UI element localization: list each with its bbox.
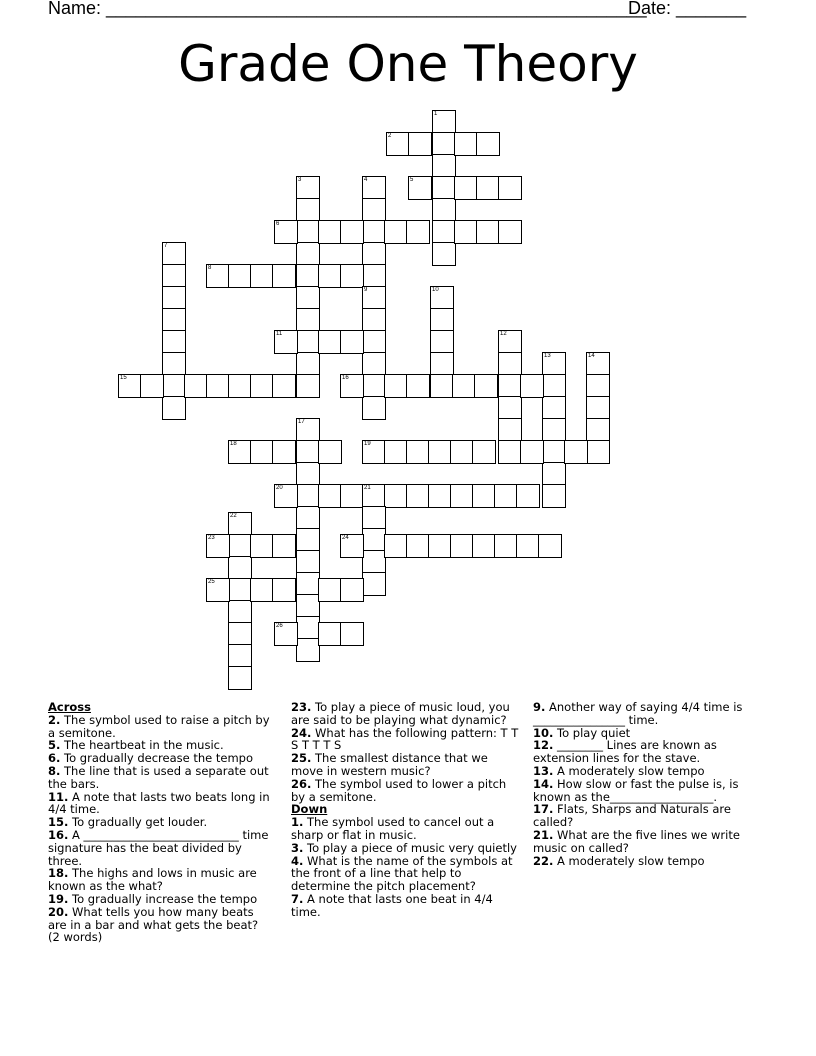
clues-column-2: [291, 701, 523, 919]
clue: 19. To gradually increase the tempo: [48, 891, 258, 906]
grid-cell[interactable]: [296, 616, 320, 640]
grid-cell[interactable]: [118, 374, 142, 398]
grid-cell[interactable]: [206, 534, 230, 558]
cell-number: 23: [208, 535, 215, 541]
grid-cell[interactable]: [498, 374, 522, 398]
grid-cell[interactable]: [318, 264, 342, 288]
grid-cell[interactable]: [318, 440, 342, 464]
grid-cell[interactable]: [296, 374, 320, 398]
clue: 7. A note that lasts one beat in 4/4 time.: [291, 891, 493, 919]
cell-number: 19: [364, 441, 371, 447]
grid-cell[interactable]: [228, 600, 252, 624]
grid-cell[interactable]: [272, 534, 296, 558]
grid-cell[interactable]: [340, 264, 364, 288]
grid-cell[interactable]: [318, 484, 342, 508]
clues-column-3: [533, 701, 748, 867]
cell-number: 14: [588, 353, 595, 359]
grid-cell[interactable]: [406, 220, 430, 244]
cell-number: 5: [410, 177, 414, 183]
grid-cell[interactable]: [250, 534, 274, 558]
grid-cell[interactable]: [296, 440, 320, 464]
grid-cell[interactable]: [362, 286, 386, 310]
grid-cell[interactable]: [542, 374, 566, 398]
grid-cell[interactable]: [430, 286, 454, 310]
clue: 13. A moderately slow tempo: [533, 763, 705, 778]
clue: 17. Flats, Sharps and Naturals are called?: [533, 802, 731, 830]
grid-cell[interactable]: [472, 440, 496, 464]
grid-cell[interactable]: [542, 440, 566, 464]
grid-cell[interactable]: [250, 264, 274, 288]
grid-cell[interactable]: [498, 440, 522, 464]
clue: 25. The smallest distance that we move in western music?: [291, 751, 488, 778]
grid-cell[interactable]: [586, 374, 610, 398]
grid-cell[interactable]: [272, 578, 296, 602]
grid-cell[interactable]: [340, 622, 364, 646]
grid-cell[interactable]: [296, 286, 320, 310]
grid-cell[interactable]: [162, 396, 186, 420]
clue: 8. The line that is used a separate out the bars.: [48, 763, 269, 791]
cell-number: 2: [388, 133, 392, 139]
grid-cell[interactable]: [454, 132, 478, 156]
clue: 16. A ___________________________ time signature has the beat divided by three.: [48, 827, 269, 868]
cell-number: 3: [298, 177, 302, 183]
grid-cell[interactable]: [542, 396, 566, 420]
clue: 14. How slow or fast the pulse is, is known as the__________________.: [533, 776, 739, 804]
grid-cell[interactable]: [476, 132, 500, 156]
grid-cell[interactable]: [228, 512, 252, 536]
grid-cell[interactable]: [296, 264, 320, 288]
grid-cell[interactable]: [498, 220, 522, 244]
grid-cell[interactable]: [296, 462, 320, 486]
cell-number: 25: [208, 579, 215, 585]
cell-number: 7: [164, 243, 168, 249]
grid-cell[interactable]: [428, 440, 452, 464]
grid-cell[interactable]: [206, 578, 230, 602]
grid-cell[interactable]: [406, 484, 430, 508]
grid-cell[interactable]: [318, 330, 342, 354]
grid-cell[interactable]: [362, 484, 386, 508]
grid-cell[interactable]: [432, 132, 456, 156]
clue: 23. To play a piece of music loud, you are said to be playing what dynamic?: [291, 700, 510, 727]
grid-cell[interactable]: [228, 374, 252, 398]
grid-cell[interactable]: [272, 374, 296, 398]
cell-number: 13: [544, 353, 551, 359]
cell-number: 24: [342, 535, 349, 541]
grid-cell[interactable]: [362, 528, 386, 552]
grid-cell[interactable]: [450, 534, 474, 558]
grid-cell[interactable]: [296, 572, 320, 596]
grid-cell[interactable]: [454, 176, 478, 200]
grid-cell[interactable]: [538, 534, 562, 558]
grid-cell[interactable]: [476, 176, 500, 200]
grid-cell[interactable]: [162, 242, 186, 266]
cell-number: 26: [276, 623, 283, 629]
grid-cell[interactable]: [228, 666, 252, 690]
clue: 1. The symbol used to cancel out a sharp or flat in music.: [291, 815, 495, 842]
grid-cell[interactable]: [432, 242, 456, 266]
grid-cell[interactable]: [430, 352, 454, 376]
grid-cell[interactable]: [362, 440, 386, 464]
grid-cell[interactable]: [296, 330, 320, 354]
cell-number: 1: [434, 111, 438, 117]
grid-cell[interactable]: [318, 622, 342, 646]
grid-cell[interactable]: [384, 484, 408, 508]
grid-cell[interactable]: [362, 264, 386, 288]
cell-number: 21: [364, 485, 371, 491]
cell-number: 22: [230, 513, 237, 519]
grid-cell[interactable]: [498, 176, 522, 200]
clue: 12. ________ Lines are known as extension lines for the stave.: [533, 738, 717, 766]
grid-cell[interactable]: [340, 220, 364, 244]
grid-cell[interactable]: [318, 578, 342, 602]
cell-number: 16: [342, 375, 349, 381]
grid-cell[interactable]: [542, 484, 566, 508]
grid-cell[interactable]: [498, 418, 522, 442]
grid-cell[interactable]: [272, 264, 296, 288]
grid-cell[interactable]: [432, 176, 456, 200]
grid-cell[interactable]: [516, 534, 540, 558]
grid-cell[interactable]: [386, 132, 410, 156]
grid-cell[interactable]: [362, 220, 386, 244]
grid-cell[interactable]: [296, 418, 320, 442]
grid-cell[interactable]: [472, 534, 496, 558]
grid-cell[interactable]: [494, 534, 518, 558]
grid-cell[interactable]: [162, 286, 186, 310]
grid-cell[interactable]: [542, 462, 566, 486]
grid-cell[interactable]: [432, 154, 456, 178]
grid-cell[interactable]: [428, 534, 452, 558]
grid-cell[interactable]: [250, 440, 274, 464]
clue: 26. The symbol used to lower a pitch by a semitone.: [291, 776, 507, 804]
clue: 11. A note that lasts two beats long in 4/4 time.: [48, 789, 270, 817]
clue: 2. The symbol used to raise a pitch by a semitone.: [48, 712, 270, 740]
grid-cell[interactable]: [498, 396, 522, 420]
grid-cell[interactable]: [296, 528, 320, 552]
grid-cell[interactable]: [450, 440, 474, 464]
clue: 10. To play quiet: [533, 725, 631, 740]
grid-cell[interactable]: [408, 176, 432, 200]
grid-cell[interactable]: [430, 308, 454, 332]
grid-cell[interactable]: [296, 638, 320, 662]
cell-number: 9: [364, 287, 368, 293]
grid-cell[interactable]: [454, 220, 478, 244]
across-heading: Across: [48, 700, 91, 714]
grid-cell[interactable]: [494, 484, 518, 508]
clue: 3. To play a piece of music very quietly: [291, 840, 517, 855]
grid-cell[interactable]: [274, 622, 298, 646]
grid-cell[interactable]: [272, 440, 296, 464]
cell-number: 18: [230, 441, 237, 447]
grid-cell[interactable]: [498, 330, 522, 354]
grid-cell[interactable]: [296, 484, 320, 508]
cell-number: 20: [276, 485, 283, 491]
grid-cell[interactable]: [274, 220, 298, 244]
grid-cell[interactable]: [586, 440, 610, 464]
grid-cell[interactable]: [432, 110, 456, 134]
grid-cell[interactable]: [520, 374, 544, 398]
grid-cell[interactable]: [340, 578, 364, 602]
grid-cell[interactable]: [296, 594, 320, 618]
grid-cell[interactable]: [362, 198, 386, 222]
grid-cell[interactable]: [428, 484, 452, 508]
cell-number: 8: [208, 265, 212, 271]
grid-cell[interactable]: [498, 352, 522, 376]
grid-cell[interactable]: [206, 374, 230, 398]
grid-cell[interactable]: [406, 440, 430, 464]
grid-cell[interactable]: [432, 198, 456, 222]
grid-cell[interactable]: [296, 506, 320, 530]
grid-cell[interactable]: [362, 572, 386, 596]
grid-cell[interactable]: [228, 440, 252, 464]
grid-cell[interactable]: [228, 556, 252, 580]
grid-cell[interactable]: [340, 330, 364, 354]
grid-cell[interactable]: [340, 534, 364, 558]
grid-cell[interactable]: [564, 440, 588, 464]
clue: 15. To gradually get louder.: [48, 815, 208, 830]
clue: 18. The highs and lows in music are known as the what?: [48, 866, 257, 894]
grid-cell[interactable]: [228, 622, 252, 646]
grid-cell[interactable]: [228, 534, 252, 558]
grid-cell[interactable]: [586, 352, 610, 376]
cell-number: 17: [298, 419, 305, 425]
grid-cell[interactable]: [452, 374, 476, 398]
grid-cell[interactable]: [274, 330, 298, 354]
clue: 4. What is the name of the symbols at the front of a line that help to determine the pitch placement?: [291, 853, 513, 894]
grid-cell[interactable]: [340, 374, 364, 398]
grid-cell[interactable]: [162, 308, 186, 332]
grid-cell[interactable]: [296, 352, 320, 376]
clues-column-1: [48, 701, 273, 944]
grid-cell[interactable]: [228, 264, 252, 288]
grid-cell[interactable]: [228, 578, 252, 602]
grid-cell[interactable]: [362, 330, 386, 354]
grid-cell[interactable]: [362, 352, 386, 376]
grid-cell[interactable]: [162, 264, 186, 288]
grid-cell[interactable]: [542, 418, 566, 442]
grid-cell[interactable]: [430, 374, 454, 398]
grid-cell[interactable]: [250, 374, 274, 398]
grid-cell[interactable]: [586, 418, 610, 442]
grid-cell[interactable]: [296, 308, 320, 332]
grid-cell[interactable]: [362, 242, 386, 266]
grid-cell[interactable]: [162, 330, 186, 354]
grid-cell[interactable]: [184, 374, 208, 398]
grid-cell[interactable]: [318, 220, 342, 244]
grid-cell[interactable]: [542, 352, 566, 376]
grid-cell[interactable]: [408, 132, 432, 156]
grid-cell[interactable]: [474, 374, 498, 398]
grid-cell[interactable]: [296, 550, 320, 574]
grid-cell[interactable]: [430, 330, 454, 354]
clue: 21. What are the five lines we write music on called?: [533, 827, 740, 855]
grid-cell[interactable]: [296, 198, 320, 222]
grid-cell[interactable]: [296, 176, 320, 200]
grid-cell[interactable]: [362, 550, 386, 574]
cell-number: 15: [120, 375, 127, 381]
grid-cell[interactable]: [516, 484, 540, 508]
grid-cell[interactable]: [362, 506, 386, 530]
grid-cell[interactable]: [140, 374, 164, 398]
grid-cell[interactable]: [476, 220, 500, 244]
page-title: Grade One Theory: [178, 35, 638, 93]
date-field[interactable]: Date: _______: [628, 0, 747, 18]
grid-cell[interactable]: [384, 440, 408, 464]
grid-cell[interactable]: [586, 396, 610, 420]
grid-cell[interactable]: [384, 220, 408, 244]
grid-cell[interactable]: [362, 176, 386, 200]
grid-cell[interactable]: [384, 374, 408, 398]
clue: 24. What has the following pattern: T T S T T T S: [291, 725, 519, 753]
grid-cell[interactable]: [406, 374, 430, 398]
grid-cell[interactable]: [296, 242, 320, 266]
clue: 5. The heartbeat in the music.: [48, 738, 224, 753]
grid-cell[interactable]: [384, 534, 408, 558]
clue: 20. What tells you how many beats are in a bar and what gets the beat? (2 words): [48, 904, 259, 945]
grid-cell[interactable]: [274, 484, 298, 508]
clue: 6. To gradually decrease the tempo: [48, 751, 254, 766]
grid-cell[interactable]: [362, 308, 386, 332]
grid-cell[interactable]: [162, 352, 186, 376]
grid-cell[interactable]: [406, 534, 430, 558]
down-heading: Down: [291, 802, 328, 817]
clue: 9. Another way of saying 4/4 time is ________________ time.: [533, 700, 743, 727]
grid-cell[interactable]: [472, 484, 496, 508]
name-field[interactable]: Name: ______________________________________________________: [48, 0, 647, 18]
grid-cell[interactable]: [340, 484, 364, 508]
grid-cell[interactable]: [450, 484, 474, 508]
grid-cell[interactable]: [162, 374, 186, 398]
cell-number: 11: [276, 331, 283, 337]
grid-cell[interactable]: [228, 644, 252, 668]
clue: 22. A moderately slow tempo: [533, 853, 705, 868]
grid-cell[interactable]: [362, 396, 386, 420]
grid-cell[interactable]: [432, 220, 456, 244]
grid-cell[interactable]: [296, 220, 320, 244]
grid-cell[interactable]: [250, 578, 274, 602]
grid-cell[interactable]: [362, 374, 386, 398]
cell-number: 4: [364, 177, 368, 183]
grid-cell[interactable]: [520, 440, 544, 464]
cell-number: 12: [500, 331, 507, 337]
grid-cell[interactable]: [206, 264, 230, 288]
cell-number: 6: [276, 221, 280, 227]
cell-number: 10: [432, 287, 439, 293]
